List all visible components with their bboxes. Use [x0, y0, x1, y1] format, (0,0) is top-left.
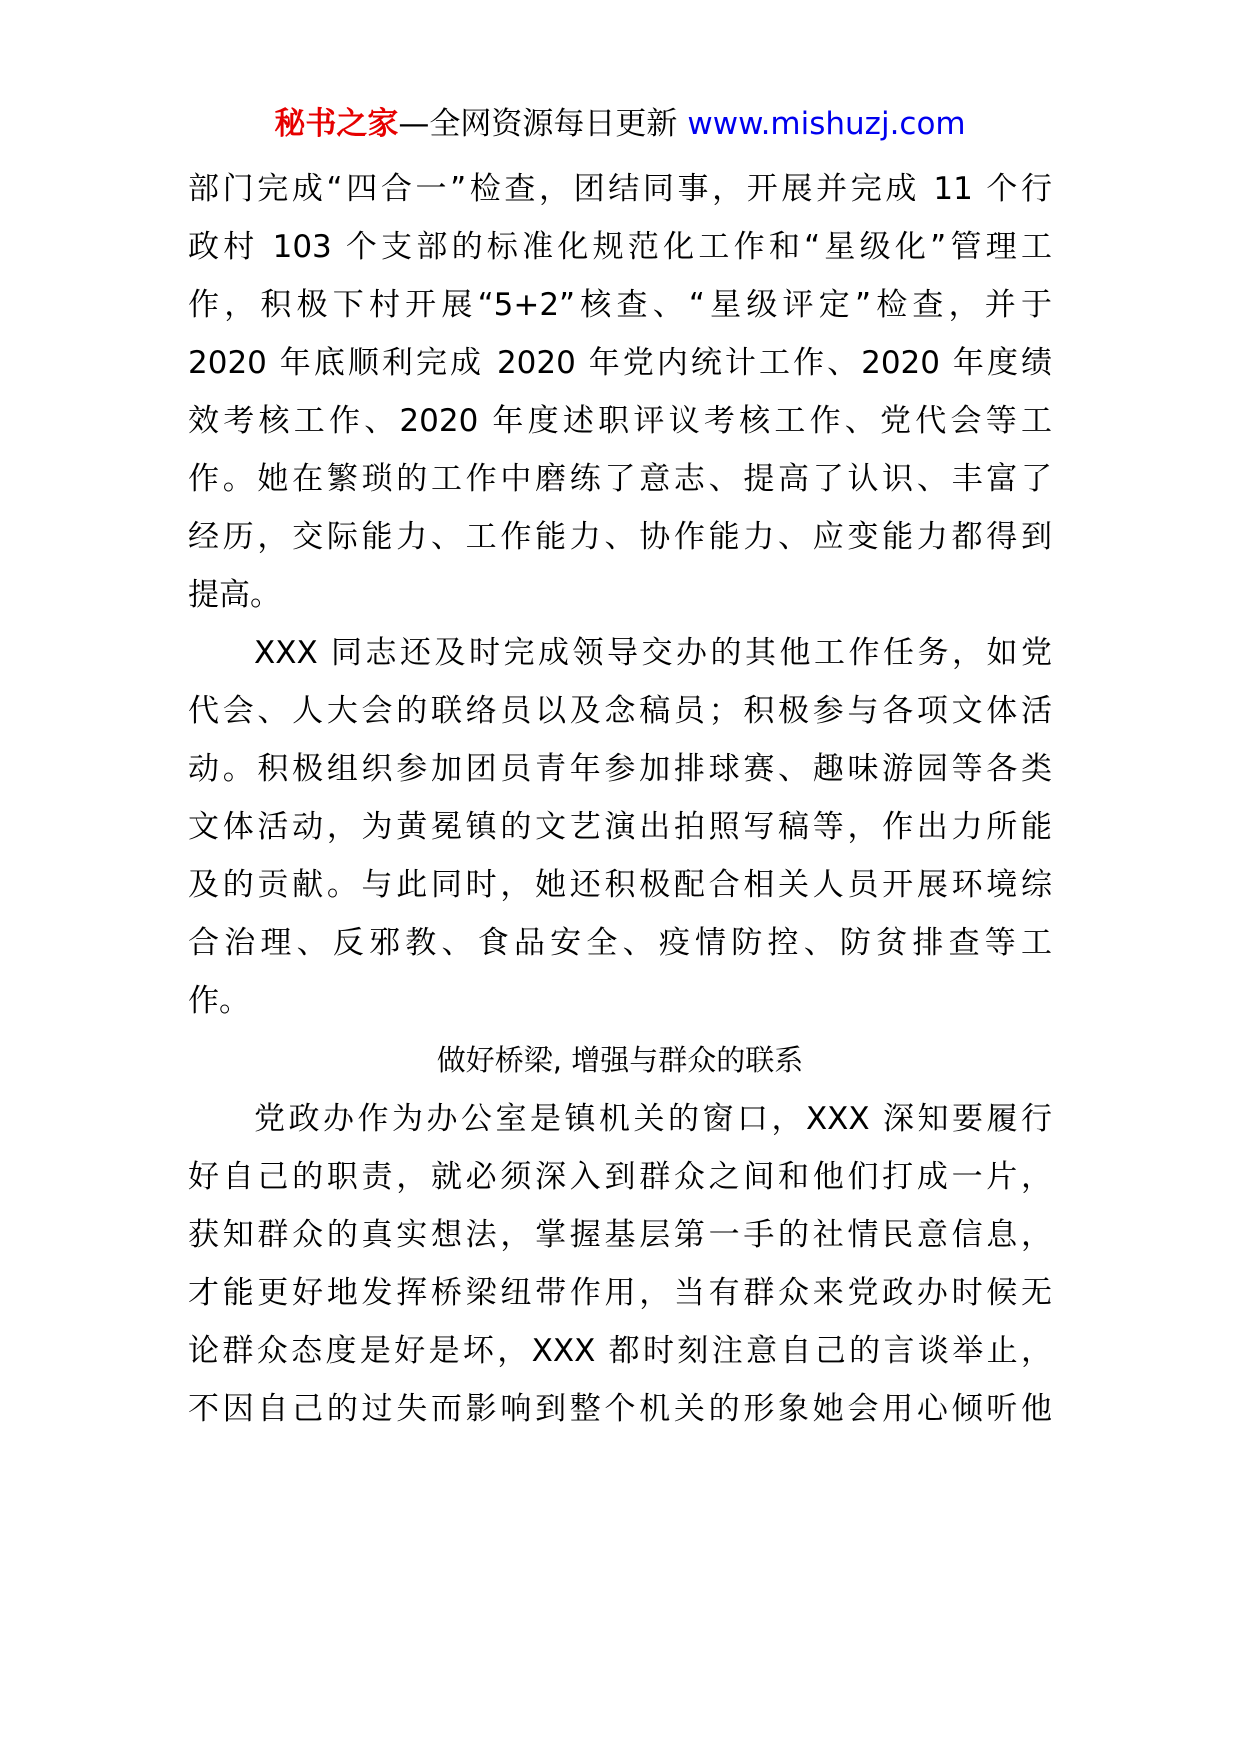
- brand-name: 秘书之家: [274, 106, 399, 142]
- text-line: 作。: [188, 983, 250, 1019]
- text-line: 提高。: [188, 577, 281, 613]
- text-line: 作，积极下村开展“5+2”核查、“星级评定”检查，并于: [188, 287, 1052, 323]
- site-url-link[interactable]: www.mishuzj.com: [687, 106, 966, 142]
- text-line: 才能更好地发挥桥梁纽带作用，当有群众来党政办时候无: [188, 1275, 1052, 1311]
- section-heading: 做好桥梁, 增强与群众的联系: [436, 1043, 804, 1077]
- text-line: 论群众态度是好是坏，XXX 都时刻注意自己的言谈举止，: [188, 1333, 1052, 1369]
- header-tagline: —全网资源每日更新: [398, 106, 678, 142]
- text-line: 获知群众的真实想法，掌握基层第一手的社情民意信息，: [188, 1217, 1052, 1253]
- text-line: 合治理、反邪教、食品安全、疫情防控、防贫排查等工: [188, 925, 1052, 961]
- text-line: 效考核工作、2020 年度述职评议考核工作、党代会等工: [188, 403, 1052, 439]
- text-line: 不因自己的过失而影响到整个机关的形象她会用心倾听他: [188, 1391, 1052, 1427]
- text-line: 党政办作为办公室是镇机关的窗口，XXX 深知要履行: [254, 1101, 1052, 1137]
- text-line: 文体活动，为黄冕镇的文艺演出拍照写稿等，作出力所能: [188, 809, 1052, 845]
- site-header: [0, 100, 1240, 148]
- text-line: 代会、人大会的联络员以及念稿员；积极参与各项文体活: [188, 693, 1052, 729]
- text-line: 好自己的职责，就必须深入到群众之间和他们打成一片，: [188, 1159, 1052, 1195]
- text-line: 动。积极组织参加团员青年参加排球赛、趣味游园等各类: [188, 751, 1052, 787]
- text-line: 部门完成“四合一”检查，团结同事，开展并完成 11 个行: [188, 171, 1052, 207]
- text-line: 作。她在繁琐的工作中磨练了意志、提高了认识、丰富了: [188, 461, 1052, 497]
- text-line: 2020 年底顺利完成 2020 年党内统计工作、2020 年度绩: [188, 345, 1052, 381]
- text-line: 及的贡献。与此同时，她还积极配合相关人员开展环境综: [188, 867, 1052, 903]
- text-line: 经历，交际能力、工作能力、协作能力、应变能力都得到: [188, 519, 1052, 555]
- text-line: 政村 103 个支部的标准化规范化工作和“星级化”管理工: [188, 229, 1052, 265]
- text-line: XXX 同志还及时完成领导交办的其他工作任务，如党: [254, 635, 1052, 671]
